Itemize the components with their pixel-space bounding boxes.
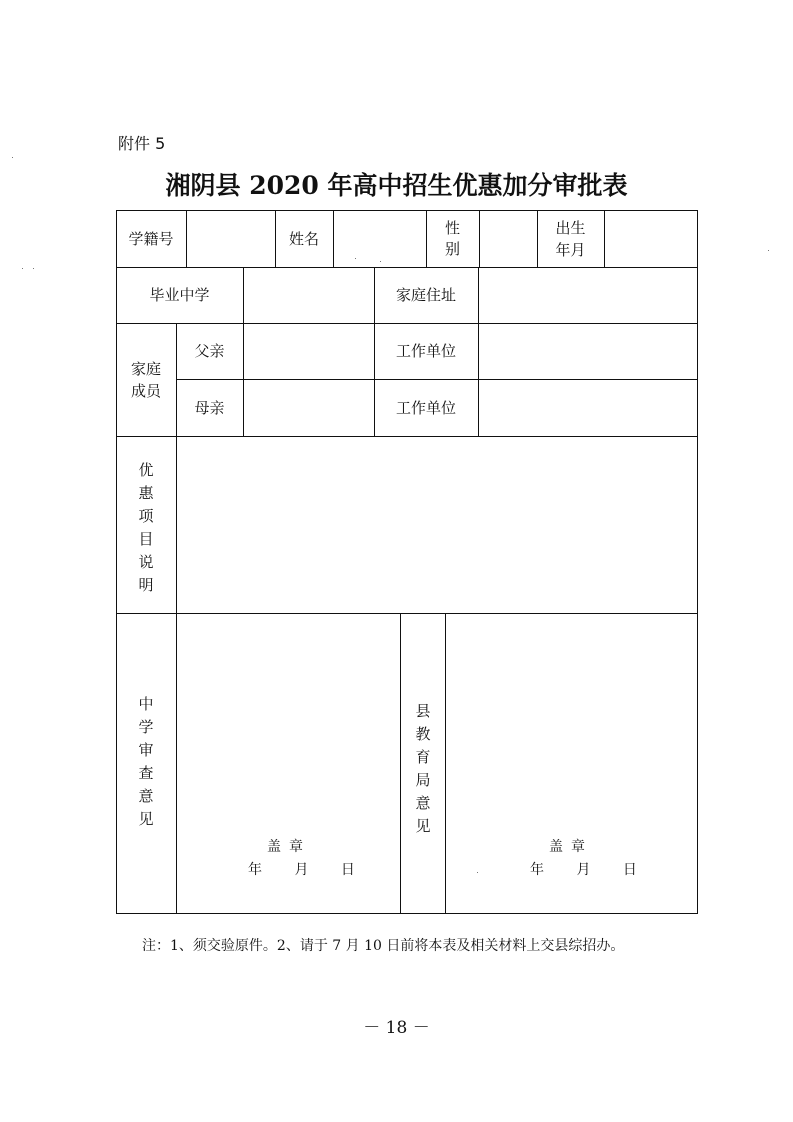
preferential-description-field[interactable] <box>177 436 697 613</box>
school-field[interactable] <box>244 267 374 323</box>
scan-speck <box>12 157 13 158</box>
birth-label <box>537 210 604 267</box>
scan-speck <box>477 872 478 873</box>
scan-speck <box>22 268 23 269</box>
school-review-label: 中学审查意见 <box>138 695 154 828</box>
birth-field[interactable] <box>605 210 697 267</box>
mother-work-unit-label: 工作单位 <box>395 398 456 417</box>
father-label: 父亲 <box>194 342 225 360</box>
scan-speck <box>380 261 381 262</box>
name-label: 姓名 <box>288 229 319 248</box>
father-work-unit-field[interactable] <box>479 323 697 379</box>
preferential-label: 优惠项目说明 <box>138 461 154 594</box>
scan-speck <box>355 258 356 259</box>
mother-work-unit-field[interactable] <box>479 379 697 436</box>
county-date-label: 年 月 日 <box>530 862 651 878</box>
gender-label <box>426 210 479 267</box>
address-field[interactable] <box>479 267 697 323</box>
name-field[interactable] <box>334 210 426 267</box>
student-id-label: 学籍号 <box>128 229 174 248</box>
birth-label-line1: 出生 <box>555 218 586 237</box>
school-date-label: 年 月 日 <box>248 862 369 878</box>
page-number: － 18 － <box>363 1018 430 1038</box>
family-label-line1: 家庭 <box>130 359 161 378</box>
school-seal-label: 盖章 <box>267 839 311 855</box>
footer-note: 注：1、须交验原件。2、请于 7 月 10 日前将本表及相关材料上交县综招办。 <box>142 938 625 954</box>
father-work-unit-label: 工作单位 <box>395 342 456 360</box>
mother-label: 母亲 <box>194 398 225 417</box>
father-field[interactable] <box>244 323 374 379</box>
school-label: 毕业中学 <box>149 286 210 304</box>
page-title: 湘阴县 2020 年高中招生优惠加分审批表 <box>165 171 628 200</box>
attachment-label: 附件 5 <box>118 134 166 153</box>
mother-field[interactable] <box>244 379 374 436</box>
county-review-label: 县教育局意见 <box>415 702 431 835</box>
family-label-line2: 成员 <box>130 381 161 400</box>
scan-speck <box>768 250 769 251</box>
gender-label-text: 性别 <box>444 218 460 258</box>
family-label <box>116 323 176 436</box>
address-label: 家庭住址 <box>395 286 456 304</box>
county-seal-label: 盖章 <box>549 839 593 855</box>
birth-label-line2: 年月 <box>555 240 586 259</box>
student-id-field[interactable] <box>187 210 275 267</box>
gender-field[interactable] <box>480 210 537 267</box>
scan-speck <box>33 268 34 269</box>
